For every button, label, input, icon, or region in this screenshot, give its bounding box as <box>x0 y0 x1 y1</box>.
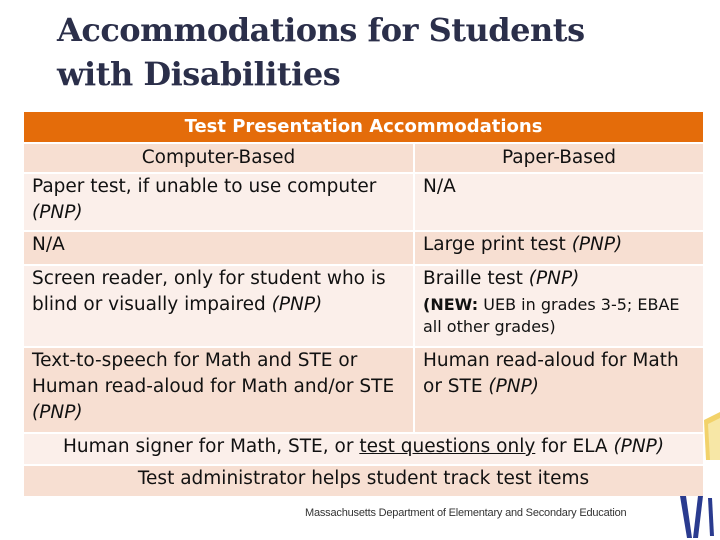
braille-note: (NEW: UEB in grades 3-5; EBAE all other grades) <box>423 295 680 336</box>
decorative-accent-icon <box>700 400 720 460</box>
pnp-label: (PNP) <box>571 234 623 255</box>
pnp-label: (PNP) <box>488 376 540 397</box>
cell-paper: N/A <box>414 173 703 231</box>
table-row-signer <box>24 433 703 465</box>
page-title-line1: Accommodations for Students <box>57 11 585 49</box>
cell-computer: Screen reader, only for student who is blind or visually impaired (PNP) <box>24 265 414 347</box>
column-header-computer: Computer-Based <box>24 143 414 173</box>
cell-computer: Text-to-speech for Math and STE or Human read-aloud for Math and/or STE (PNP) <box>24 347 414 433</box>
pnp-label: (PNP) <box>32 202 83 223</box>
table-row <box>24 347 703 433</box>
table-header: Test Presentation Accommodations <box>24 111 703 143</box>
column-header-paper: Paper-Based <box>414 143 703 173</box>
page-title-line2: with Disabilities <box>57 55 341 93</box>
underlined-text: test questions only <box>359 436 536 457</box>
page-title <box>57 8 697 96</box>
pnp-label: (PNP) <box>613 436 665 457</box>
cell-computer: Paper test, if unable to use computer (PNP) <box>24 173 414 231</box>
cell-signer: Human signer for Math, STE, or test questions only for ELA (PNP) <box>24 433 703 465</box>
table-row <box>24 173 703 231</box>
table-row <box>24 265 703 347</box>
cell-computer: N/A <box>24 231 414 265</box>
pnp-label: (PNP) <box>32 402 83 423</box>
cell-tracking: Test administrator helps student track test items <box>24 465 703 496</box>
footer-source: Massachusetts Department of Elementary and Secondary Education <box>305 507 627 519</box>
table-row <box>24 231 703 265</box>
cell-paper: Human read-aloud for Math or STE (PNP) <box>414 347 703 433</box>
accommodations-table <box>24 110 703 496</box>
table-header-row <box>24 111 703 143</box>
cell-paper: Large print test (PNP) <box>414 231 703 265</box>
pnp-label: (PNP) <box>528 268 580 289</box>
pnp-label: (PNP) <box>271 294 323 315</box>
table-row-tracking <box>24 465 703 496</box>
column-header-row <box>24 143 703 173</box>
cell-paper: Braille test (PNP) (NEW: UEB in grades 3-5; EBAE all other grades) <box>414 265 703 347</box>
dese-logo-icon <box>670 490 720 540</box>
